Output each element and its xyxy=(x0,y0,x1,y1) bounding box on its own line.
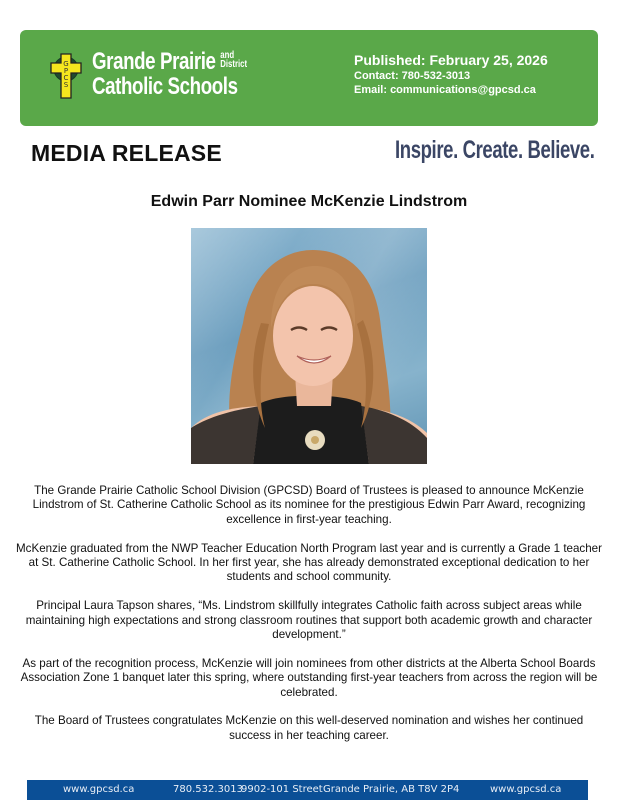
footer-website-right[interactable]: www.gpcsd.ca xyxy=(490,784,562,795)
svg-text:S: S xyxy=(63,81,69,89)
paragraph-2: McKenzie graduated from the NWP Teacher Education North Program last year and is currently a Grade 1 teacher at St. Catherine Catholic School. In her first year, she has already demonstrated exceptional dedication to her students and school community. xyxy=(16,541,602,584)
nominee-portrait-photo xyxy=(191,228,427,464)
paragraph-3: Principal Laura Tapson shares, “Ms. Lindstrom skillfully integrates Catholic faith across subject areas while maintaining high expectations and strong classroom routines that support both academic growth and character development.” xyxy=(25,599,593,642)
paragraph-5: The Board of Trustees congratulates McKenzie on this well-deserved nomination and wishes her continued success in her teaching career. xyxy=(34,714,584,742)
footer-city: Grande Prairie, AB T8V 2P4 xyxy=(323,784,460,795)
paragraph-4: As part of the recognition process, McKenzie will join nominees from other districts at the Alberta School Boards Association Zone 1 banquet later this spring, where outstanding first-year teachers from across the region will be celebrated. xyxy=(20,656,598,699)
contact-email: Email: communications@gpcsd.ca xyxy=(354,84,536,96)
paragraph-1: The Grande Prairie Catholic School Division (GPCSD) Board of Trustees is pleased to announce McKenzie Lindstrom of St. Catherine Catholic School as its nominee for the prestigious Edwin Parr Award, recognizing excellence in first-year teaching. xyxy=(32,484,586,526)
press-release-body xyxy=(14,484,604,758)
svg-text:C: C xyxy=(63,74,69,82)
publication-info xyxy=(354,51,548,97)
svg-text:P: P xyxy=(63,67,69,75)
document-label: MEDIA RELEASE xyxy=(31,140,222,166)
footer-website-left[interactable]: www.gpcsd.ca xyxy=(63,784,135,795)
headline: Edwin Parr Nominee McKenzie Lindstrom xyxy=(150,193,468,210)
tagline: Inspire. Create. Believe. xyxy=(395,136,595,164)
portrait-illustration xyxy=(191,228,427,464)
contact-phone: Contact: 780-532-3013 xyxy=(354,70,471,82)
logo-and-district: and District xyxy=(220,50,248,70)
header-banner xyxy=(20,30,598,126)
footer-phone: 780.532.3013 xyxy=(173,784,243,795)
published-date: Published: February 25, 2026 xyxy=(354,52,548,68)
celtic-cross-icon xyxy=(48,52,84,100)
svg-text:G: G xyxy=(63,60,69,68)
logo-line-1: Grande Prairie xyxy=(92,48,216,75)
footer-bar xyxy=(27,780,588,800)
district-logo-wordmark xyxy=(92,50,247,99)
logo-line-2: Catholic Schools xyxy=(92,73,238,100)
footer-street: 9902-101 Street xyxy=(241,784,323,795)
